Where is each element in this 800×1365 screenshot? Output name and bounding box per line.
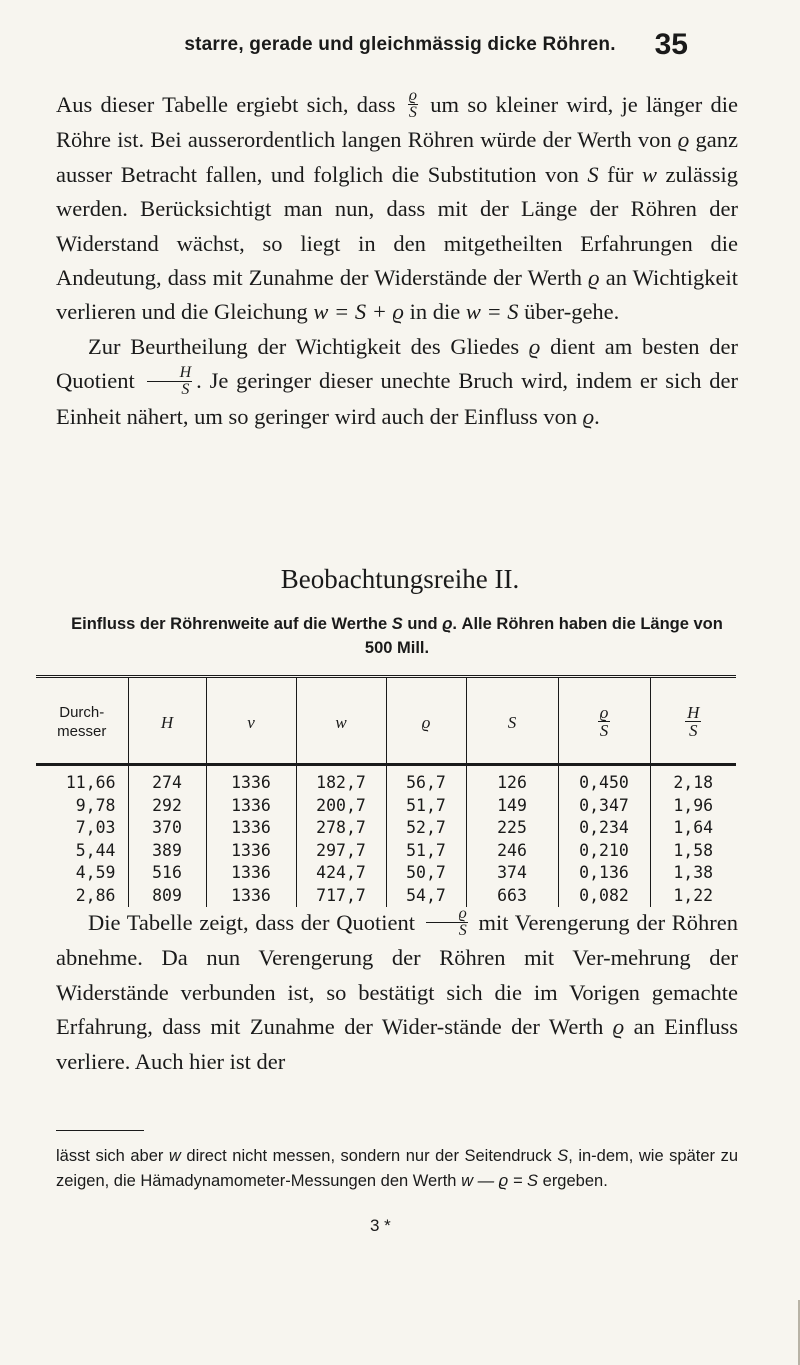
- footnote: lässt sich aber w direct nicht messen, sondern nur der Seitendruck S, in-dem, wie später zu zeigen, die Hämadynamometer-Messungen den Werth w — ϱ = S ergeben.: [56, 1147, 738, 1190]
- fraction-h-over-s: $\frac{H}{S}$: [147, 365, 193, 398]
- p2-text-d: .: [594, 403, 600, 429]
- section-title: Beobachtungsreihe II.: [280, 564, 520, 594]
- paragraph-3: [56, 906, 738, 1079]
- p3-text-b: mit Verengerung der Röhren abnehme. Da nun Verengerung der Röhren mit Ver-mehrung der Widerstände verbunden ist, so bestätigt sich die im Vorigen gemachte Erfahrung, dass mit Zunahme der Wider-stände der Werth: [56, 910, 739, 1040]
- page-header: [120, 28, 688, 61]
- symbol-rho: ϱ: [677, 127, 690, 153]
- col-header-rho-over-s: $\frac{ϱ}{S}$: [558, 677, 650, 765]
- p3-text-a: Die Tabelle zeigt, dass der Quotient: [88, 910, 415, 935]
- symbol-s: S: [587, 161, 599, 187]
- col-header-v: v: [206, 677, 296, 765]
- p1-text-d: für: [607, 161, 634, 187]
- equation-1: w = S + ϱ: [313, 299, 404, 325]
- p1-text-a: Aus dieser Tabelle ergiebt sich, dass: [56, 92, 396, 117]
- running-title: starre, gerade und gleichmässig dicke Röhren.: [184, 34, 616, 55]
- table-row: 7,03 370 1336 278,7 52,7 225 0,234 1,64: [36, 817, 736, 840]
- col-header-h: H: [128, 677, 206, 765]
- p2-text-b: dient am besten der Quotient: [56, 333, 739, 394]
- table-caption: Einfluss der Röhrenweite auf die Werthe S und ϱ. Alle Röhren haben die Länge von 500 Mill.: [71, 615, 723, 657]
- footnote-rule: [56, 1130, 144, 1131]
- p1-text-c: ganz ausser Betracht fallen, und folglich die Substitution von: [56, 127, 739, 187]
- col-header-s: S: [466, 677, 558, 765]
- p2-text-a: Zur Beurtheilung der Wichtigkeit des Gliedes: [88, 333, 520, 359]
- p2-text-c: . Je geringer dieser unechte Bruch wird, indem er sich der Einheit nähert, um so geringer wird auch der Einfluss von: [56, 368, 739, 429]
- equation-2: w = S: [465, 299, 519, 325]
- fraction-rho-over-s: $\frac{ϱ}{S}$: [426, 906, 468, 939]
- col-header-durchmesser: Durch- messer: [36, 677, 128, 765]
- col-header-w: w: [296, 677, 386, 765]
- fraction-rho-over-s: $\frac{ϱ}{S}$: [408, 87, 417, 122]
- symbol-rho: ϱ: [528, 333, 541, 359]
- p3-text-c: an Einfluss verliere. Auch hier ist der: [56, 1014, 739, 1074]
- symbol-rho: ϱ: [582, 403, 595, 429]
- col-header-rho: ϱ: [386, 677, 466, 765]
- signature-mark: 3 *: [370, 1216, 391, 1235]
- symbol-rho: ϱ: [588, 264, 600, 290]
- paragraph-1: [56, 88, 738, 434]
- p1-text-h: über-gehe.: [524, 299, 620, 325]
- col-header-h-over-s: $\frac{H}{S}$: [650, 677, 736, 765]
- symbol-rho: ϱ: [612, 1014, 625, 1040]
- symbol-w: w: [641, 161, 657, 187]
- table-header-row: [36, 677, 736, 765]
- table-row: 4,59 516 1336 424,7 50,7 374 0,136 1,38: [36, 862, 736, 885]
- p1-text-b: um so kleiner wird, je länger die Röhre ist. Bei ausserordentlich langen Röhren würde der Werth von: [56, 92, 739, 153]
- p1-text-g: in die: [409, 299, 461, 325]
- data-table: [36, 675, 736, 907]
- table-row: 11,66 274 1336 182,7 56,7 126 0,450 2,18: [36, 765, 736, 795]
- table-row: 9,78 292 1336 200,7 51,7 149 0,347 1,96: [36, 795, 736, 818]
- p1-text-f: an Wichtigkeit verlieren und die Gleichung: [56, 264, 738, 325]
- table-row: 5,44 389 1336 297,7 51,7 246 0,210 1,58: [36, 840, 736, 863]
- page-number: 35: [654, 28, 688, 61]
- table-row: 2,86 809 1336 717,7 54,7 663 0,082 1,22: [36, 885, 736, 908]
- p1-text-e: zulässig werden. Berücksichtigt man nun, dass mit der Länge der Röhren der Widerstand wächst, so liegt in den mitgetheilten Erfahrungen die Andeutung, dass mit Zunahme der Widerstände der Werth: [56, 161, 739, 290]
